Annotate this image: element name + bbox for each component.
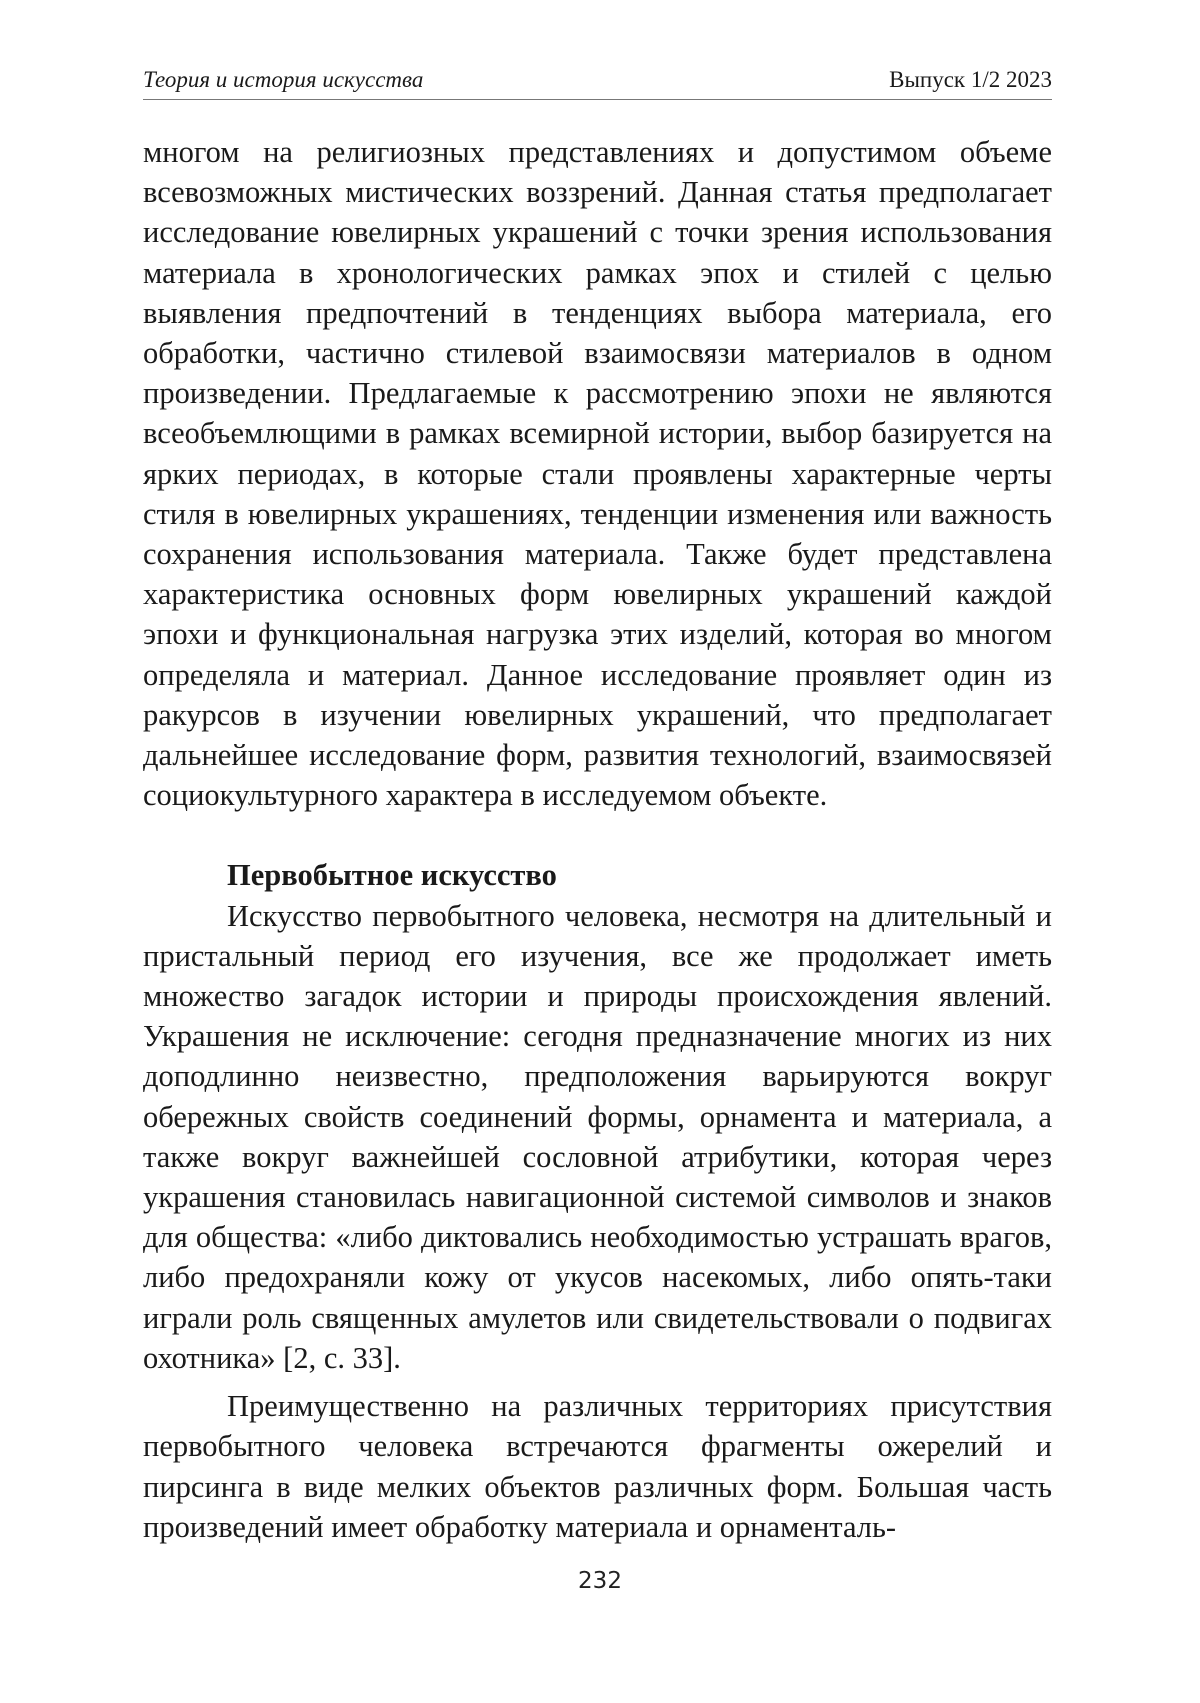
article-body	[143, 132, 1052, 1547]
section-heading: Первобытное искусство	[227, 858, 557, 893]
paragraph-continued: многом на религиозных представлениях и допустимом объеме всевозможных мистических воззрений. Данная статья предполагает исследование ювелирных украшений с точки зрения использования материала в хронологических рамках эпох и стилей с целью выявления предпочтений в тенденциях выбора материала, его обработки, частично стилевой взаимосвязи материалов в одном произведении. Предлагаемые к рассмотрению эпохи не являются всеобъемлющими в рамках всемирной истории, выбор базируется на ярких периодах, в которые стали проявлены характерные черты стиля в ювелирных украшениях, тенденции изменения или важность сохранения использования материала. Также будет представлена характеристика основных форм ювелирных украшений каждой эпохи и функциональная нагрузка этих изделий, которая во многом определяла и материал. Данное исследование проявляет один из ракурсов в изучении ювелирных украшений, что предполагает дальнейшее исследование форм, развития технологий, взаимосвязей социокультурного характера в исследуемом объекте.	[143, 135, 1052, 813]
paragraph: Искусство первобытного человека, несмотря на длительный и пристальный период его изучения, все же продолжает иметь множество загадок истории и природы происхождения явлений. Украшения не исключение: сегодня предназначение многих из них доподлинно неизвестно, предположения варьируются вокруг обережных свойств соединений формы, орнамента и материала, а также вокруг важнейшей сословной атрибутики, которая через украшения становилась навигационной системой символов и знаков для общества: «либо диктовались необходимостью устрашать врагов, либо предохраняли кожу от укусов насекомых, либо опять-таки играли роль священных амулетов или свидетельствовали о подвигах охотника» [2, с. 33].	[143, 898, 1052, 1375]
issue-number: Выпуск 1/2 2023	[889, 67, 1052, 92]
running-header	[143, 60, 1052, 100]
page-number: 232	[578, 1568, 622, 1594]
journal-title: Теория и история искусства	[143, 67, 424, 92]
paragraph: Преимущественно на различных территориях присутствия первобытного человека встречаются фрагменты ожерелий и пирсинга в виде мелких объектов различных форм. Большая часть произведений имеет обработку материала и орнаменталь-	[143, 1389, 1052, 1544]
